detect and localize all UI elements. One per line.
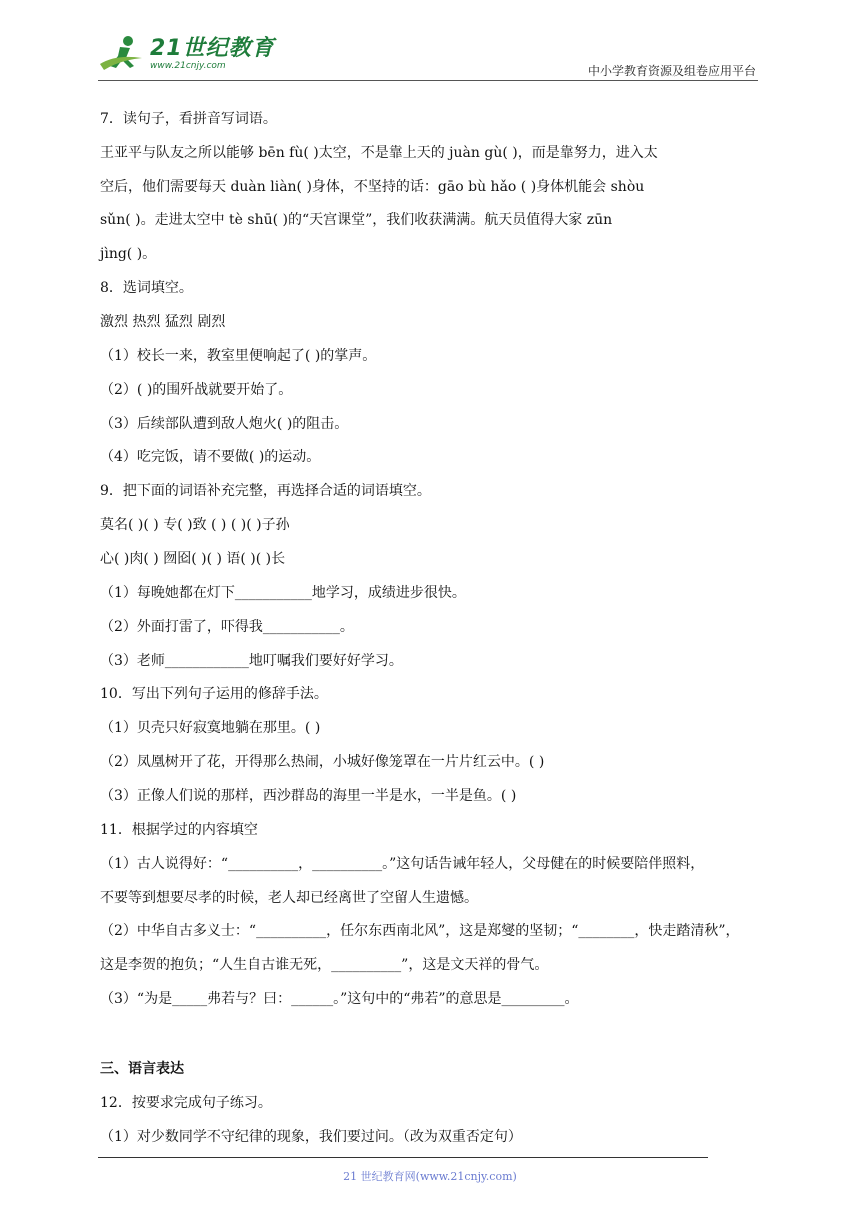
- question-11-item: （1）古人说得好：“__________，__________。”这句话告诫年轻人，父母健在的时候要陪伴照料，: [100, 856, 705, 872]
- word-options: 激烈 热烈 猛烈 剧烈: [100, 314, 226, 330]
- logo-url: www.21cnjy.com: [150, 60, 226, 71]
- question-10-title: 10．写出下列句子运用的修辞手法。: [100, 686, 328, 702]
- question-8-title: 8．选词填空。: [100, 280, 193, 296]
- question-11-item: 不要等到想要尽孝的时候，老人却已经离世了空留人生遗憾。: [100, 890, 478, 906]
- question-11-item: （2）中华自古多义士：“__________，任尔东西南北风”，这是郑燮的坚韧；“________，快走踏清秋”，: [100, 923, 740, 939]
- question-9-item: （1）每晚她都在灯下___________地学习，成绩进步很快。: [100, 585, 466, 601]
- question-7-text: 王亚平与队友之所以能够 bēn fù( )太空，不是靠上天的 juàn gù( )，而是靠努力，进入太: [100, 145, 658, 161]
- question-10-item: （3）正像人们说的那样，西沙群岛的海里一半是水，一半是鱼。( ): [100, 788, 517, 804]
- question-8-item: （4）吃完饭，请不要做( )的运动。: [100, 449, 321, 465]
- question-9-item: （3）老师____________地叮嘱我们要好好学习。: [100, 653, 403, 669]
- section-heading: 三、语言表达: [100, 1061, 184, 1077]
- question-8-item: （3）后续部队遭到敌人炮火( )的阻击。: [100, 416, 349, 432]
- idiom-row: 莫名( )( ) 专( )致 ( ) ( )( )子孙: [100, 517, 290, 533]
- question-9-item: （2）外面打雷了，吓得我___________。: [100, 619, 354, 635]
- question-8-item: （2）( )的围歼战就要开始了。: [100, 382, 293, 398]
- idiom-row: 心( )肉( ) 囫囵( )( ) 语( )( )长: [100, 551, 286, 567]
- question-7-title: 7．读句子，看拼音写词语。: [100, 111, 277, 127]
- footer: 21 世纪教育网(www.21cnjy.com): [343, 1170, 517, 1183]
- page-header: [98, 34, 758, 81]
- question-11-item: （3）“为是_____弗若与？曰：______。”这句中的“弗若”的意思是_________。: [100, 991, 579, 1007]
- question-11-title: 11．根据学过的内容填空: [100, 822, 258, 838]
- footer-rule: [98, 1157, 708, 1158]
- question-10-item: （1）贝壳只好寂寞地躺在那里。( ): [100, 720, 321, 736]
- runner-logo-icon: [98, 34, 146, 74]
- question-12-item: （1）对少数同学不守纪律的现象，我们要过问。（改为双重否定句）: [100, 1129, 522, 1145]
- question-11-item: 这是李贺的抱负；“人生自古谁无死，__________”，这是文天祥的骨气。: [100, 957, 549, 973]
- question-7-text: 空后，他们需要每天 duàn liàn( )身体，不坚持的话：gāo bù hǎo ( )身体机能会 shòu: [100, 179, 645, 195]
- question-12-title: 12．按要求完成句子练习。: [100, 1095, 272, 1111]
- platform-name: 中小学教育资源及组卷应用平台: [587, 64, 756, 78]
- question-7-text: jìng( )。: [100, 246, 157, 262]
- question-10-item: （2）凤凰树开了花，开得那么热闹，小城好像笼罩在一片片红云中。( ): [100, 754, 545, 770]
- question-9-title: 9．把下面的词语补充完整，再选择合适的词语填空。: [100, 483, 431, 499]
- question-7-text: sǔn( )。走进太空中 tè shū( )的“天宫课堂”，我们收获满满。航天员值得大家 zūn: [100, 212, 613, 228]
- question-8-item: （1）校长一来，教室里便响起了( )的掌声。: [100, 348, 377, 364]
- logo: [98, 34, 275, 74]
- logo-title: 21世纪教育: [150, 35, 275, 61]
